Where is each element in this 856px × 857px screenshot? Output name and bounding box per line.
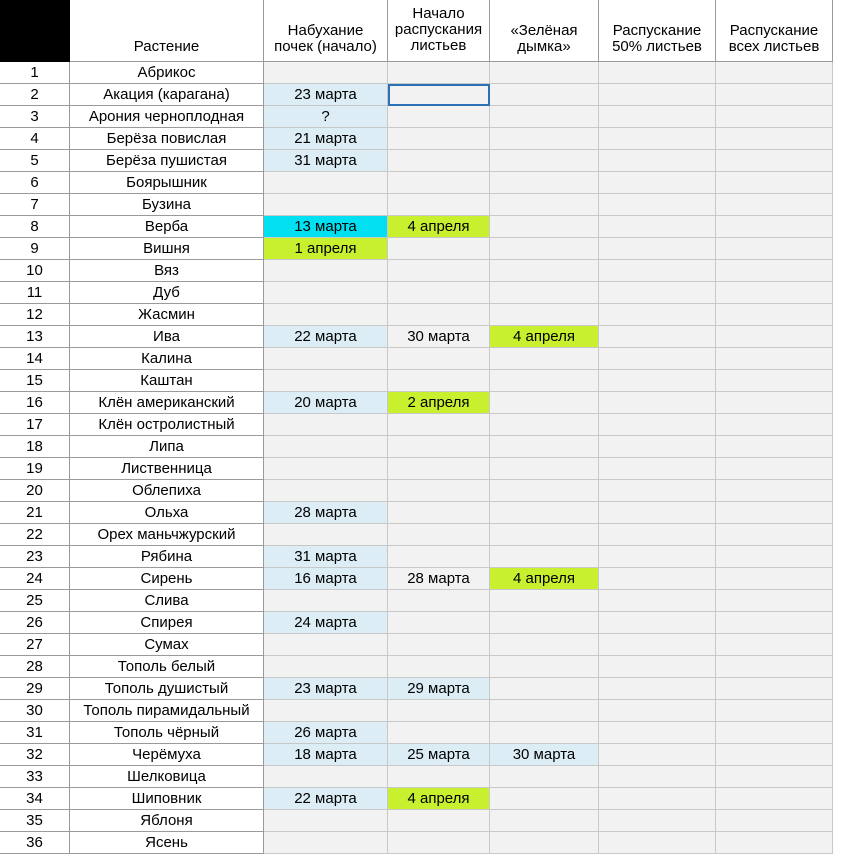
leaf-unfolding-start-cell[interactable] [388,722,490,744]
leaves-all-cell[interactable] [716,282,833,304]
row-number[interactable]: 4 [0,128,70,150]
leaves-all-cell[interactable] [716,766,833,788]
bud-swelling-cell[interactable] [264,656,388,678]
leaves-50-cell[interactable] [599,590,716,612]
row-number[interactable]: 28 [0,656,70,678]
header-green-haze[interactable]: «Зелёная дымка» [490,0,599,62]
leaves-50-cell[interactable] [599,238,716,260]
row-number[interactable]: 21 [0,502,70,524]
row-number[interactable]: 18 [0,436,70,458]
plant-name-cell[interactable]: Тополь пирамидальный [70,700,264,722]
green-haze-cell[interactable] [490,414,599,436]
leaf-unfolding-start-cell[interactable] [388,62,490,84]
bud-swelling-cell[interactable] [264,436,388,458]
row-number[interactable]: 17 [0,414,70,436]
leaf-unfolding-start-cell[interactable]: 29 марта [388,678,490,700]
green-haze-cell[interactable] [490,590,599,612]
bud-swelling-cell[interactable]: 21 марта [264,128,388,150]
leaves-50-cell[interactable] [599,106,716,128]
leaf-unfolding-start-cell[interactable] [388,700,490,722]
leaves-50-cell[interactable] [599,282,716,304]
row-number[interactable]: 29 [0,678,70,700]
leaves-all-cell[interactable] [716,722,833,744]
leaves-50-cell[interactable] [599,810,716,832]
bud-swelling-cell[interactable]: 22 марта [264,326,388,348]
leaves-50-cell[interactable] [599,150,716,172]
row-number[interactable]: 12 [0,304,70,326]
green-haze-cell[interactable] [490,128,599,150]
plant-name-cell[interactable]: Калина [70,348,264,370]
row-number[interactable]: 8 [0,216,70,238]
leaves-50-cell[interactable] [599,194,716,216]
green-haze-cell[interactable] [490,304,599,326]
plant-name-cell[interactable]: Тополь белый [70,656,264,678]
green-haze-cell[interactable] [490,238,599,260]
leaf-unfolding-start-cell[interactable] [388,502,490,524]
leaf-unfolding-start-cell[interactable] [388,150,490,172]
row-number[interactable]: 13 [0,326,70,348]
leaves-all-cell[interactable] [716,678,833,700]
leaves-50-cell[interactable] [599,414,716,436]
leaves-all-cell[interactable] [716,370,833,392]
green-haze-cell[interactable] [490,282,599,304]
bud-swelling-cell[interactable]: 16 марта [264,568,388,590]
leaf-unfolding-start-cell[interactable] [388,260,490,282]
leaf-unfolding-start-cell[interactable]: 4 апреля [388,788,490,810]
leaf-unfolding-start-cell[interactable]: 4 апреля [388,216,490,238]
leaves-all-cell[interactable] [716,590,833,612]
row-number[interactable]: 31 [0,722,70,744]
row-number[interactable]: 2 [0,84,70,106]
green-haze-cell[interactable] [490,62,599,84]
green-haze-cell[interactable] [490,172,599,194]
plant-name-cell[interactable]: Верба [70,216,264,238]
leaf-unfolding-start-cell[interactable] [388,546,490,568]
plant-name-cell[interactable]: Орех маньчжурский [70,524,264,546]
leaves-all-cell[interactable] [716,546,833,568]
green-haze-cell[interactable] [490,370,599,392]
leaf-unfolding-start-cell[interactable]: 28 марта [388,568,490,590]
plant-name-cell[interactable]: Бузина [70,194,264,216]
bud-swelling-cell[interactable] [264,634,388,656]
row-number[interactable]: 27 [0,634,70,656]
leaf-unfolding-start-cell[interactable]: 30 марта [388,326,490,348]
leaves-50-cell[interactable] [599,722,716,744]
row-number[interactable]: 35 [0,810,70,832]
header-bud-swelling[interactable]: Набухание почек (начало) [264,0,388,62]
bud-swelling-cell[interactable]: 24 марта [264,612,388,634]
leaves-all-cell[interactable] [716,172,833,194]
leaves-50-cell[interactable] [599,832,716,854]
green-haze-cell[interactable] [490,766,599,788]
green-haze-cell[interactable] [490,634,599,656]
header-leaves-50[interactable]: Распускание 50% листьев [599,0,716,62]
leaves-all-cell[interactable] [716,414,833,436]
bud-swelling-cell[interactable] [264,524,388,546]
leaves-50-cell[interactable] [599,502,716,524]
leaves-all-cell[interactable] [716,480,833,502]
plant-name-cell[interactable]: Лиственница [70,458,264,480]
leaves-all-cell[interactable] [716,832,833,854]
green-haze-cell[interactable] [490,150,599,172]
leaf-unfolding-start-cell[interactable] [388,766,490,788]
green-haze-cell[interactable] [490,700,599,722]
green-haze-cell[interactable] [490,106,599,128]
leaves-all-cell[interactable] [716,436,833,458]
bud-swelling-cell[interactable]: 26 марта [264,722,388,744]
plant-name-cell[interactable]: Каштан [70,370,264,392]
plant-name-cell[interactable]: Берёза повислая [70,128,264,150]
leaf-unfolding-start-cell[interactable] [388,832,490,854]
plant-name-cell[interactable]: Рябина [70,546,264,568]
leaves-all-cell[interactable] [716,150,833,172]
bud-swelling-cell[interactable] [264,194,388,216]
row-number[interactable]: 11 [0,282,70,304]
leaves-50-cell[interactable] [599,348,716,370]
green-haze-cell[interactable] [490,678,599,700]
leaf-unfolding-start-cell[interactable] [388,370,490,392]
leaves-50-cell[interactable] [599,656,716,678]
leaves-all-cell[interactable] [716,612,833,634]
bud-swelling-cell[interactable] [264,832,388,854]
plant-name-cell[interactable]: Ольха [70,502,264,524]
leaf-unfolding-start-cell[interactable] [388,480,490,502]
leaves-all-cell[interactable] [716,634,833,656]
bud-swelling-cell[interactable] [264,62,388,84]
plant-name-cell[interactable]: Жасмин [70,304,264,326]
green-haze-cell[interactable] [490,260,599,282]
bud-swelling-cell[interactable]: 13 марта [264,216,388,238]
leaf-unfolding-start-cell[interactable] [388,590,490,612]
leaves-all-cell[interactable] [716,304,833,326]
leaves-50-cell[interactable] [599,370,716,392]
leaf-unfolding-start-cell[interactable] [388,634,490,656]
leaf-unfolding-start-cell[interactable] [388,172,490,194]
plant-name-cell[interactable]: Тополь чёрный [70,722,264,744]
leaf-unfolding-start-cell[interactable] [388,810,490,832]
bud-swelling-cell[interactable] [264,480,388,502]
row-number[interactable]: 36 [0,832,70,854]
leaves-50-cell[interactable] [599,678,716,700]
leaves-all-cell[interactable] [716,84,833,106]
green-haze-cell[interactable] [490,436,599,458]
plant-name-cell[interactable]: Сумах [70,634,264,656]
green-haze-cell[interactable] [490,502,599,524]
bud-swelling-cell[interactable]: 18 марта [264,744,388,766]
bud-swelling-cell[interactable]: 31 марта [264,546,388,568]
leaves-50-cell[interactable] [599,304,716,326]
leaves-all-cell[interactable] [716,238,833,260]
leaves-all-cell[interactable] [716,524,833,546]
leaves-all-cell[interactable] [716,502,833,524]
bud-swelling-cell[interactable] [264,304,388,326]
row-number[interactable]: 15 [0,370,70,392]
bud-swelling-cell[interactable] [264,590,388,612]
green-haze-cell[interactable]: 30 марта [490,744,599,766]
plant-name-cell[interactable]: Спирея [70,612,264,634]
bud-swelling-cell[interactable] [264,458,388,480]
leaves-50-cell[interactable] [599,326,716,348]
row-number[interactable]: 33 [0,766,70,788]
row-number[interactable]: 20 [0,480,70,502]
leaves-50-cell[interactable] [599,568,716,590]
green-haze-cell[interactable] [490,194,599,216]
green-haze-cell[interactable] [490,216,599,238]
bud-swelling-cell[interactable] [264,348,388,370]
leaves-all-cell[interactable] [716,656,833,678]
leaves-all-cell[interactable] [716,392,833,414]
header-leaf-unfolding-start[interactable]: Начало распускания листьев [388,0,490,62]
bud-swelling-cell[interactable] [264,260,388,282]
green-haze-cell[interactable] [490,656,599,678]
bud-swelling-cell[interactable]: 20 марта [264,392,388,414]
green-haze-cell[interactable] [490,722,599,744]
plant-name-cell[interactable]: Арония черноплодная [70,106,264,128]
plant-name-cell[interactable]: Яблоня [70,810,264,832]
green-haze-cell[interactable] [490,612,599,634]
leaf-unfolding-start-cell[interactable] [388,84,490,106]
plant-name-cell[interactable]: Ясень [70,832,264,854]
bud-swelling-cell[interactable] [264,766,388,788]
row-number[interactable]: 1 [0,62,70,84]
row-number[interactable]: 22 [0,524,70,546]
green-haze-cell[interactable] [490,546,599,568]
bud-swelling-cell[interactable]: 23 марта [264,678,388,700]
row-number[interactable]: 32 [0,744,70,766]
plant-name-cell[interactable]: Слива [70,590,264,612]
leaves-50-cell[interactable] [599,84,716,106]
leaves-50-cell[interactable] [599,612,716,634]
leaves-50-cell[interactable] [599,766,716,788]
leaf-unfolding-start-cell[interactable] [388,524,490,546]
leaf-unfolding-start-cell[interactable] [388,348,490,370]
leaves-50-cell[interactable] [599,172,716,194]
leaves-all-cell[interactable] [716,810,833,832]
plant-name-cell[interactable]: Ива [70,326,264,348]
row-number[interactable]: 5 [0,150,70,172]
green-haze-cell[interactable] [490,480,599,502]
green-haze-cell[interactable] [490,348,599,370]
plant-name-cell[interactable]: Дуб [70,282,264,304]
plant-name-cell[interactable]: Сирень [70,568,264,590]
plant-name-cell[interactable]: Абрикос [70,62,264,84]
leaves-all-cell[interactable] [716,62,833,84]
leaf-unfolding-start-cell[interactable] [388,282,490,304]
leaves-50-cell[interactable] [599,788,716,810]
plant-name-cell[interactable]: Шелковица [70,766,264,788]
leaf-unfolding-start-cell[interactable] [388,656,490,678]
row-number[interactable]: 6 [0,172,70,194]
bud-swelling-cell[interactable]: 31 марта [264,150,388,172]
leaf-unfolding-start-cell[interactable] [388,414,490,436]
row-number[interactable]: 16 [0,392,70,414]
row-number[interactable]: 9 [0,238,70,260]
plant-name-cell[interactable]: Облепиха [70,480,264,502]
row-number[interactable]: 7 [0,194,70,216]
plant-name-cell[interactable]: Вяз [70,260,264,282]
leaves-50-cell[interactable] [599,744,716,766]
leaf-unfolding-start-cell[interactable] [388,304,490,326]
leaves-50-cell[interactable] [599,392,716,414]
leaf-unfolding-start-cell[interactable] [388,106,490,128]
green-haze-cell[interactable] [490,832,599,854]
leaves-all-cell[interactable] [716,216,833,238]
leaves-50-cell[interactable] [599,524,716,546]
leaves-all-cell[interactable] [716,458,833,480]
corner-cell[interactable] [0,0,70,62]
green-haze-cell[interactable] [490,788,599,810]
bud-swelling-cell[interactable] [264,810,388,832]
leaves-all-cell[interactable] [716,128,833,150]
leaves-all-cell[interactable] [716,260,833,282]
bud-swelling-cell[interactable]: 28 марта [264,502,388,524]
leaf-unfolding-start-cell[interactable] [388,436,490,458]
bud-swelling-cell[interactable]: 23 марта [264,84,388,106]
leaf-unfolding-start-cell[interactable]: 2 апреля [388,392,490,414]
plant-name-cell[interactable]: Вишня [70,238,264,260]
leaves-50-cell[interactable] [599,128,716,150]
row-number[interactable]: 25 [0,590,70,612]
leaves-all-cell[interactable] [716,700,833,722]
plant-name-cell[interactable]: Берёза пушистая [70,150,264,172]
leaves-all-cell[interactable] [716,326,833,348]
bud-swelling-cell[interactable]: 1 апреля [264,238,388,260]
leaves-50-cell[interactable] [599,546,716,568]
header-leaves-all[interactable]: Распускание всех листьев [716,0,833,62]
leaves-all-cell[interactable] [716,788,833,810]
plant-name-cell[interactable]: Тополь душистый [70,678,264,700]
green-haze-cell[interactable] [490,84,599,106]
leaf-unfolding-start-cell[interactable] [388,128,490,150]
bud-swelling-cell[interactable]: 22 марта [264,788,388,810]
plant-name-cell[interactable]: Боярышник [70,172,264,194]
leaves-50-cell[interactable] [599,700,716,722]
row-number[interactable]: 10 [0,260,70,282]
leaf-unfolding-start-cell[interactable] [388,194,490,216]
green-haze-cell[interactable]: 4 апреля [490,326,599,348]
green-haze-cell[interactable]: 4 апреля [490,568,599,590]
leaf-unfolding-start-cell[interactable] [388,458,490,480]
bud-swelling-cell[interactable] [264,414,388,436]
row-number[interactable]: 34 [0,788,70,810]
green-haze-cell[interactable] [490,458,599,480]
bud-swelling-cell[interactable] [264,172,388,194]
leaves-all-cell[interactable] [716,194,833,216]
plant-name-cell[interactable]: Липа [70,436,264,458]
plant-name-cell[interactable]: Акация (карагана) [70,84,264,106]
leaves-50-cell[interactable] [599,480,716,502]
green-haze-cell[interactable] [490,524,599,546]
leaf-unfolding-start-cell[interactable] [388,612,490,634]
leaves-50-cell[interactable] [599,216,716,238]
leaf-unfolding-start-cell[interactable]: 25 марта [388,744,490,766]
leaves-all-cell[interactable] [716,568,833,590]
bud-swelling-cell[interactable]: ? [264,106,388,128]
row-number[interactable]: 3 [0,106,70,128]
plant-name-cell[interactable]: Клён американский [70,392,264,414]
green-haze-cell[interactable] [490,392,599,414]
row-number[interactable]: 19 [0,458,70,480]
leaves-all-cell[interactable] [716,106,833,128]
row-number[interactable]: 14 [0,348,70,370]
green-haze-cell[interactable] [490,810,599,832]
leaf-unfolding-start-cell[interactable] [388,238,490,260]
row-number[interactable]: 23 [0,546,70,568]
row-number[interactable]: 30 [0,700,70,722]
bud-swelling-cell[interactable] [264,370,388,392]
row-number[interactable]: 26 [0,612,70,634]
plant-name-cell[interactable]: Клён остролистный [70,414,264,436]
leaves-all-cell[interactable] [716,744,833,766]
leaves-50-cell[interactable] [599,458,716,480]
plant-name-cell[interactable]: Черёмуха [70,744,264,766]
leaves-50-cell[interactable] [599,436,716,458]
plant-name-cell[interactable]: Шиповник [70,788,264,810]
bud-swelling-cell[interactable] [264,700,388,722]
row-number[interactable]: 24 [0,568,70,590]
bud-swelling-cell[interactable] [264,282,388,304]
leaves-50-cell[interactable] [599,260,716,282]
leaves-50-cell[interactable] [599,634,716,656]
header-plant[interactable]: Растение [70,0,264,62]
leaves-all-cell[interactable] [716,348,833,370]
leaves-50-cell[interactable] [599,62,716,84]
